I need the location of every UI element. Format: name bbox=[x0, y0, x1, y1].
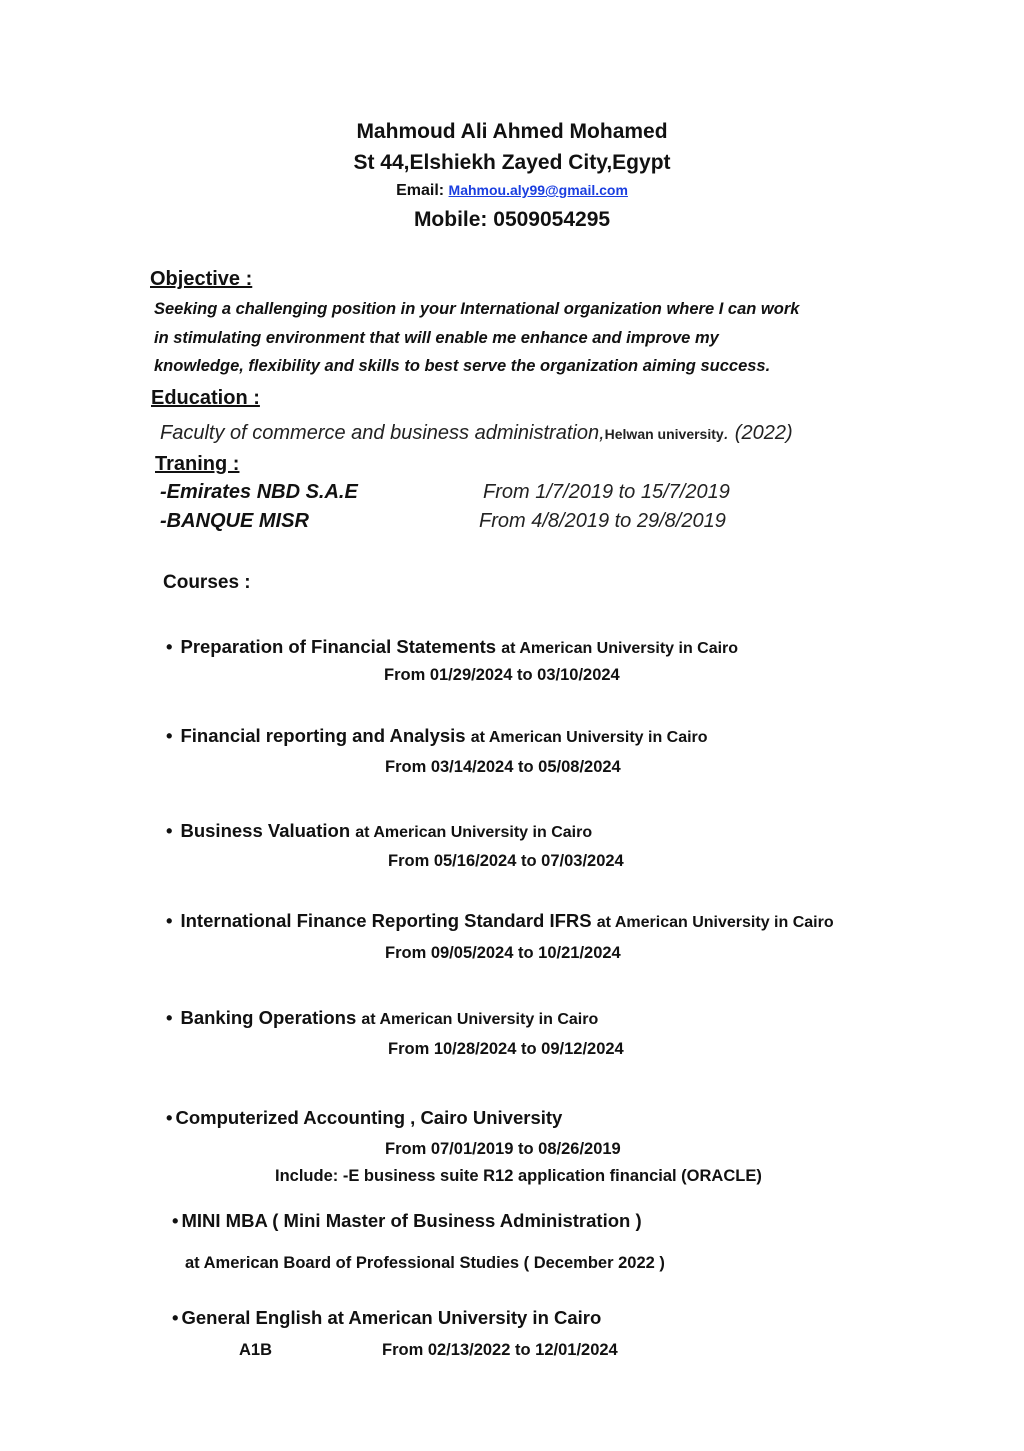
course-item bbox=[166, 1107, 562, 1129]
training-dates: From 4/8/2019 to 29/8/2019 bbox=[479, 510, 726, 532]
mobile-line: Mobile: 0509054295 bbox=[413, 208, 611, 231]
course-title: Financial reporting and Analysis bbox=[180, 725, 466, 746]
training-dates: From 1/7/2019 to 15/7/2019 bbox=[483, 481, 730, 503]
bullet-icon: • bbox=[172, 1307, 179, 1328]
bullet-icon: • bbox=[166, 820, 173, 841]
education-university: Helwan university bbox=[604, 426, 724, 442]
course-institution: at American University in Cairo bbox=[355, 824, 593, 841]
education-entry bbox=[160, 422, 793, 445]
course-dates: From 01/29/2024 to 03/10/2024 bbox=[384, 666, 620, 684]
course-extra: at American Board of Professional Studies ( December 2022 ) bbox=[185, 1254, 665, 1272]
course-title: Banking Operations bbox=[180, 1007, 357, 1028]
course-item bbox=[166, 636, 738, 658]
course-dates: From 03/14/2024 to 05/08/2024 bbox=[385, 758, 621, 776]
course-title: Preparation of Financial Statements bbox=[180, 636, 497, 657]
training-name: -Emirates NBD S.A.E bbox=[160, 481, 358, 503]
course-dates: From 10/28/2024 to 09/12/2024 bbox=[388, 1040, 624, 1058]
course-level: A1B bbox=[239, 1341, 273, 1359]
course-title: Computerized Accounting , Cairo University bbox=[175, 1107, 563, 1128]
email-link[interactable]: Mahmou.aly99@gmail.com bbox=[448, 182, 628, 198]
course-item bbox=[172, 1210, 642, 1232]
course-institution: at American University in Cairo bbox=[470, 729, 708, 746]
course-title: International Finance Reporting Standard IFRS bbox=[180, 910, 592, 931]
course-institution: at American University in Cairo bbox=[501, 640, 739, 657]
course-item bbox=[172, 1307, 601, 1329]
education-year: . (2022) bbox=[723, 422, 793, 444]
course-dates: From 09/05/2024 to 10/21/2024 bbox=[385, 944, 621, 962]
bullet-icon: • bbox=[166, 1107, 173, 1128]
training-name: -BANQUE MISR bbox=[160, 510, 309, 532]
course-item bbox=[166, 1007, 598, 1029]
course-item bbox=[166, 725, 708, 747]
course-institution: at American University in Cairo bbox=[596, 914, 834, 931]
bullet-icon: • bbox=[166, 636, 173, 657]
course-item bbox=[166, 820, 592, 842]
course-title: MINI MBA ( Mini Master of Business Administration ) bbox=[181, 1210, 642, 1231]
candidate-name: Mahmoud Ali Ahmed Mohamed bbox=[356, 120, 668, 143]
candidate-address: St 44,Elshiekh Zayed City,Egypt bbox=[353, 151, 671, 174]
training-heading: Traning : bbox=[155, 453, 240, 475]
bullet-icon: • bbox=[172, 1210, 179, 1231]
email-label: Email: bbox=[396, 182, 445, 199]
course-dates: From 02/13/2022 to 12/01/2024 bbox=[382, 1341, 618, 1359]
course-institution: at American University in Cairo bbox=[361, 1011, 599, 1028]
course-item bbox=[166, 910, 834, 932]
objective-text bbox=[154, 295, 874, 381]
objective-line: in stimulating environment that will enable me enhance and improve my bbox=[154, 328, 719, 347]
course-dates: From 07/01/2019 to 08/26/2019 bbox=[385, 1140, 621, 1158]
objective-line: knowledge, flexibility and skills to best serve the organization aiming success. bbox=[154, 357, 771, 375]
course-title: General English at American University in Cairo bbox=[181, 1307, 602, 1328]
education-heading: Education : bbox=[151, 387, 260, 409]
objective-line: Seeking a challenging position in your International organization where I can work bbox=[154, 300, 800, 318]
email-line bbox=[0, 182, 1024, 200]
bullet-icon: • bbox=[166, 1007, 173, 1028]
course-title: Business Valuation bbox=[180, 820, 351, 841]
bullet-icon: • bbox=[166, 725, 173, 746]
course-extra: Include: -E business suite R12 application financial (ORACLE) bbox=[275, 1167, 762, 1185]
bullet-icon: • bbox=[166, 910, 173, 931]
education-faculty: Faculty of commerce and business administration, bbox=[160, 422, 605, 444]
course-dates: From 05/16/2024 to 07/03/2024 bbox=[388, 852, 624, 870]
courses-heading: Courses : bbox=[163, 572, 251, 593]
objective-heading: Objective : bbox=[150, 268, 253, 290]
